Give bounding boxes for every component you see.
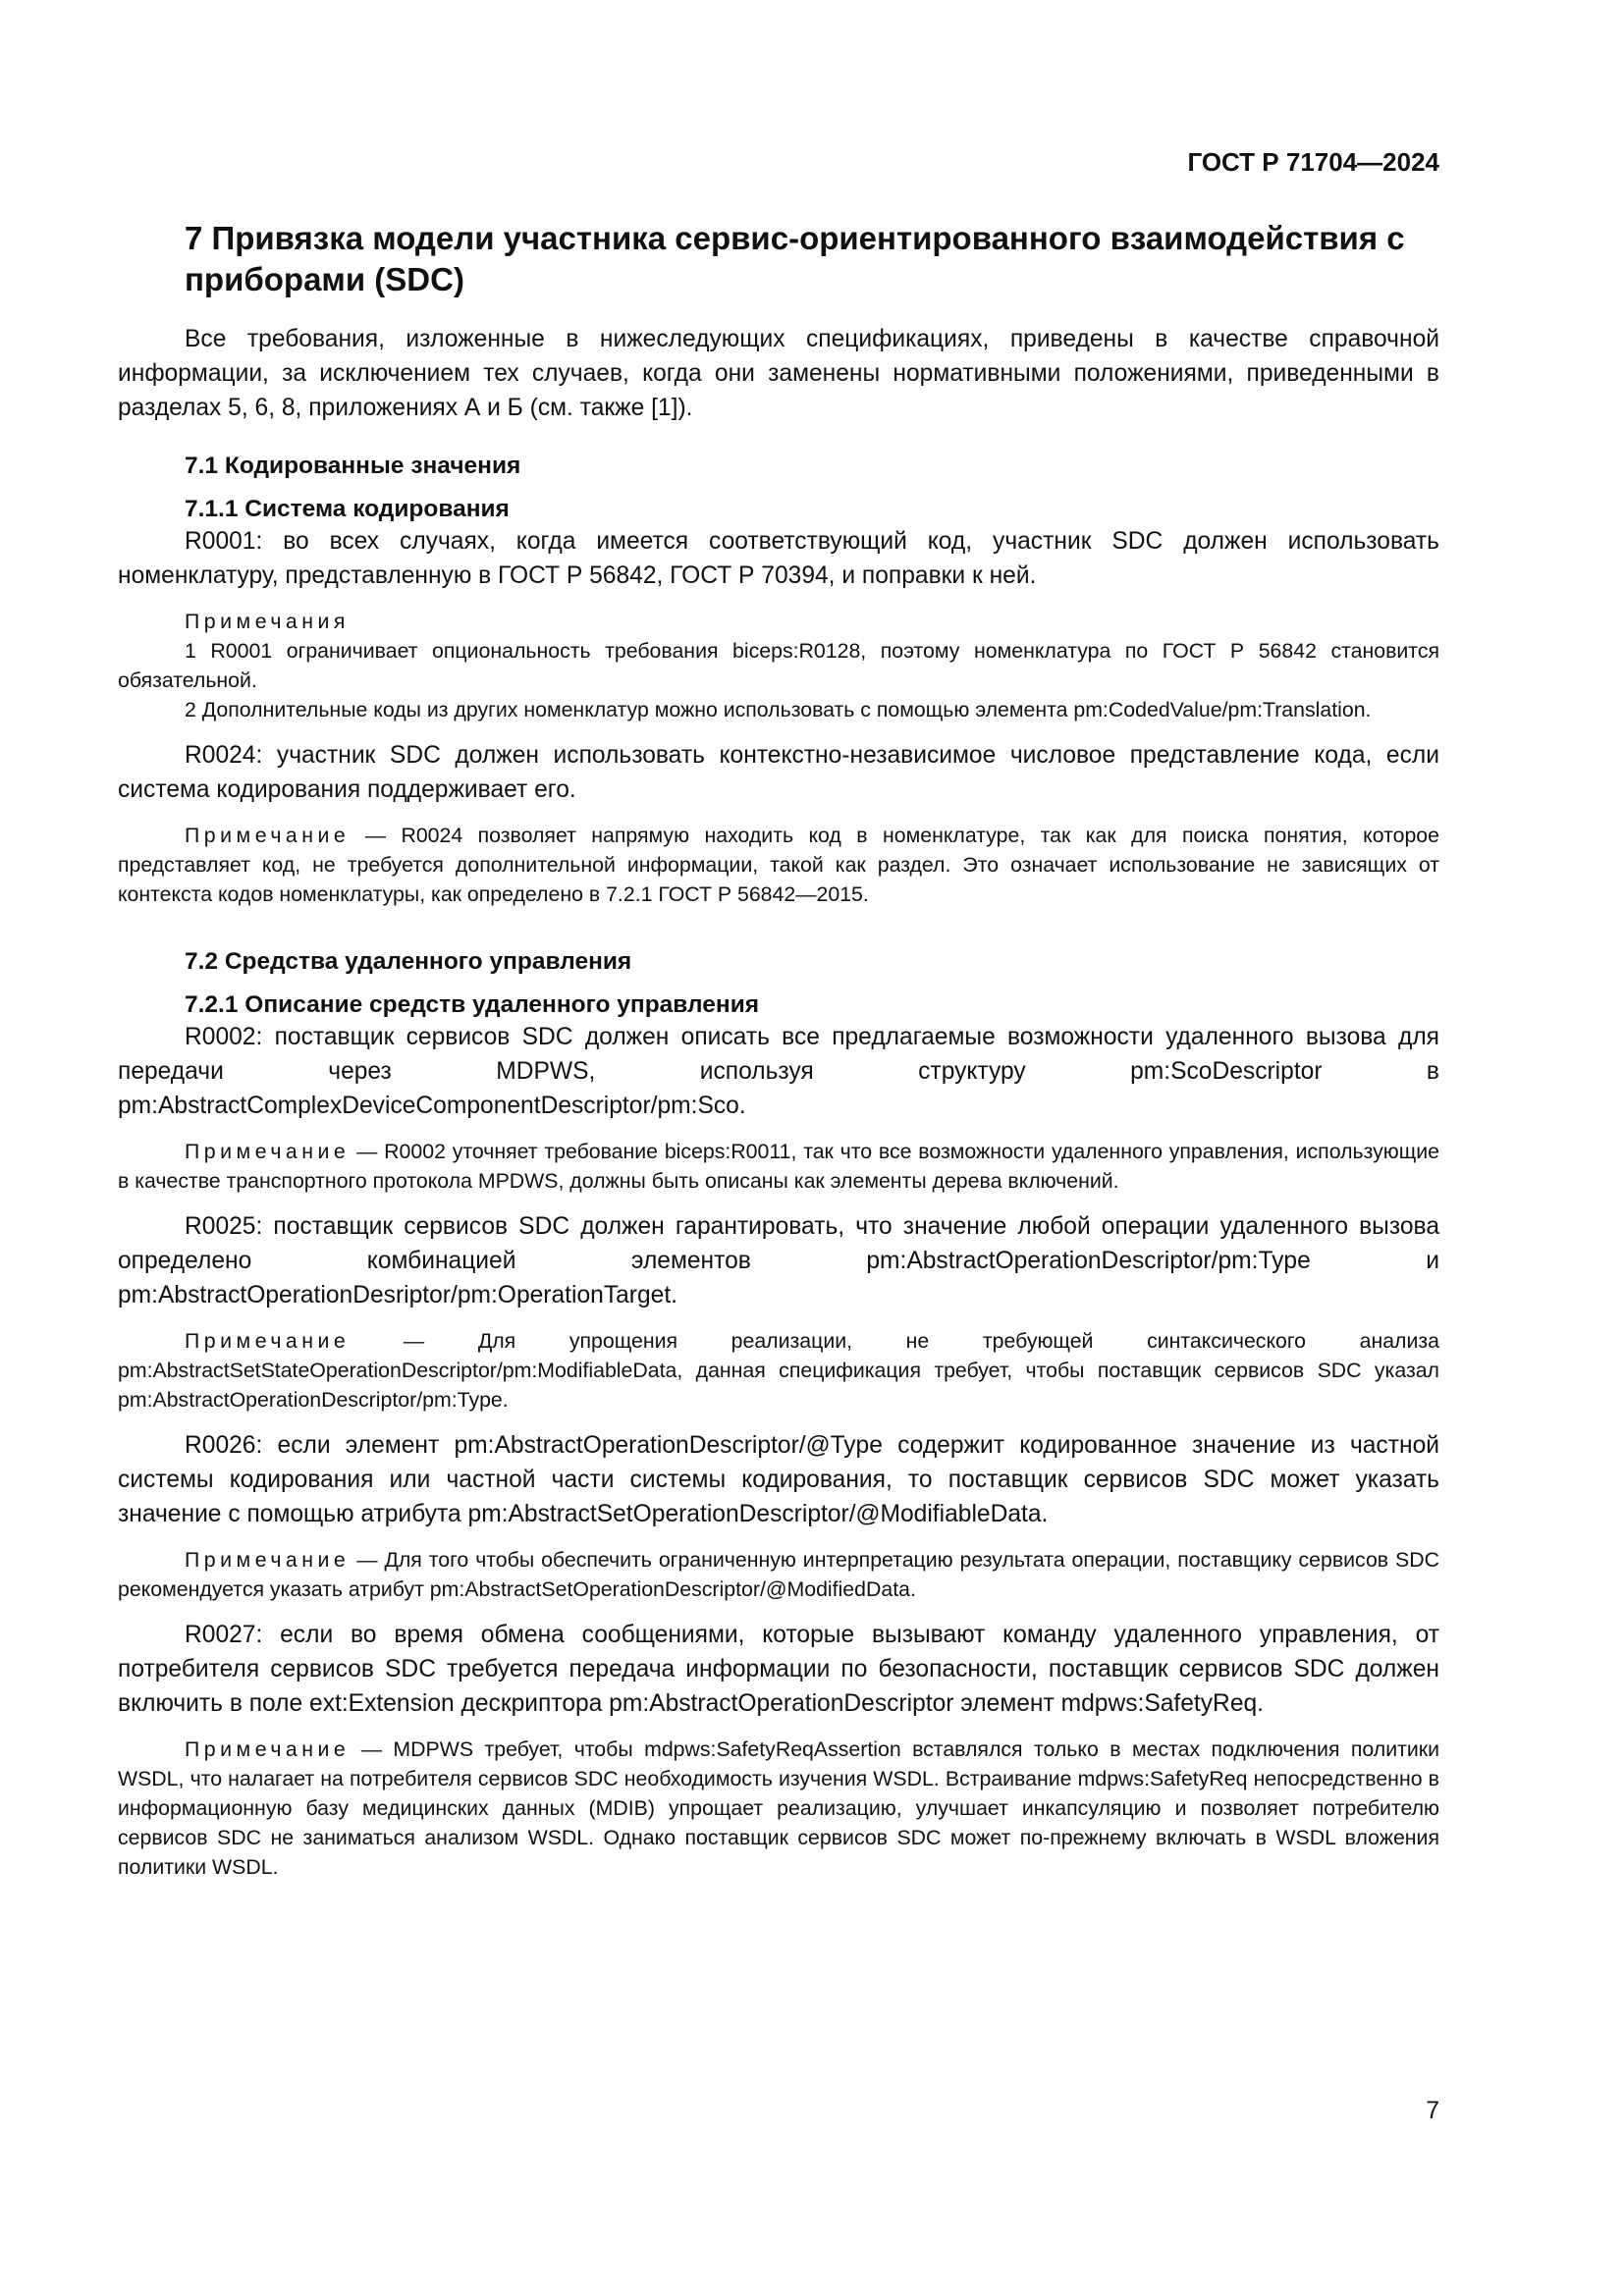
requirement-r0025: R0025: поставщик сервисов SDC должен гарантировать, что значение любой операции удаленного вызова определено комбинацией элементов pm:AbstractOperationDescriptor/pm:Type и pm:AbstractOperationDesriptor/pm:OperationTarget. (118, 1213, 1439, 1308)
requirement-r0026: R0026: если элемент pm:AbstractOperationDescriptor/@Type содержит кодированное значение из частной системы кодирования или частной части системы кодирования, то поставщик сервисов SDC может указать значение с помощью атрибута pm:AbstractSetOperationDescriptor/@ModifiableData. (118, 1432, 1439, 1527)
section-7-2-title: 7.2 Средства удаленного управления (185, 948, 632, 975)
note-r0027: Примечание — MDPWS требует, чтобы mdpws:SafetyReqAssertion вставлялся только в местах подключения политики WSDL, что налагает на потребителя сервисов SDC необходимость изучения WSDL. Встраивание mdpws:SafetyReq непосредственно в информационную базу медицинских данных (MDIB) упрощает реализацию, улучшает инкапсуляцию и позволяет потребителю сервисов SDC не заниматься анализом WSDL. Однако поставщик сервисов SDC может по-прежнему включать в WSDL вложения политики WSDL. (118, 1737, 1439, 1879)
requirement-r0024: R0024: участник SDC должен использовать контекстно-независимое числовое представление кода, если система кодирования поддерживает его. (118, 742, 1439, 803)
section-7-title: 7 Привязка модели участника сервис-ориентированного взаимодействия с приборами (SDC) (185, 220, 1405, 297)
note-r0002: Примечание — R0002 уточняет требование biceps:R0011, так что все возможности удаленного управления, использующие в качестве транспортного протокола MPDWS, должны быть описаны как элементы дерева включений. (118, 1140, 1439, 1193)
section-7-1-title: 7.1 Кодированные значения (185, 453, 521, 479)
note-1: 1 R0001 ограничивает опциональность требования biceps:R0128, поэтому номенклатура по ГОСТ Р 56842 становится обязательной. (118, 639, 1439, 692)
page-content (118, 218, 1439, 1882)
section-7-1-1-title: 7.1.1 Система кодирования (185, 496, 510, 522)
requirement-r0001: R0001: во всех случаях, когда имеется соответствующий код, участник SDC должен использовать номенклатуру, представленную в ГОСТ Р 56842, ГОСТ Р 70394, и поправки к ней. (118, 528, 1439, 589)
note-r0026: Примечание — Для того чтобы обеспечить ограниченную интерпретацию результата операции, поставщику сервисов SDC рекомендуется указать атрибут pm:AbstractSetOperationDescriptor/@ModifiedData. (118, 1548, 1439, 1601)
section-7-2-1-title: 7.2.1 Описание средств удаленного управления (185, 991, 760, 1018)
note-r0025: Примечание — Для упрощения реализации, не требующей синтаксического анализа pm:AbstractSetStateOperationDescriptor/pm:ModifiableData, данная спецификация требует, чтобы поставщик сервисов SDC указал pm:AbstractOperationDescriptor/pm:Type. (118, 1329, 1439, 1412)
section-7-intro: Все требования, изложенные в нижеследующих спецификациях, приведены в качестве справочной информации, за исключением тех случаев, когда они заменены нормативными положениями, приведенными в разделах 5, 6, 8, приложениях А и Б (см. также [1]). (118, 326, 1439, 421)
page-number: 7 (1426, 2098, 1439, 2124)
document-code: ГОСТ Р 71704—2024 (1187, 147, 1439, 177)
notes-label: Примечания (185, 610, 350, 633)
requirement-r0027: R0027: если во время обмена сообщениями, которые вызывают команду удаленного управления, от потребителя сервисов SDC требуется передача информации по безопасности, поставщик сервисов SDC должен включить в поле ext:Extension дескриптора pm:AbstractOperationDescriptor элемент mdpws:SafetyReq. (118, 1622, 1439, 1717)
requirement-r0002: R0002: поставщик сервисов SDC должен описать все предлагаемые возможности удаленного вызова для передачи через MDPWS, используя структуру pm:ScoDescriptor в pm:AbstractComplexDeviceComponentDescriptor/pm:Sco. (118, 1024, 1439, 1119)
note-r0024: Примечание — R0024 позволяет напрямую находить код в номенклатуре, так как для поиска понятия, которое представляет код, не требуется дополнительной информации, такой как раздел. Это означает использование не зависящих от контекста кодов номенклатуры, как определено в 7.2.1 ГОСТ Р 56842—2015. (118, 824, 1439, 906)
note-2: 2 Дополнительные коды из других номенклатур можно использовать с помощью элемента pm:CodedValue/pm:Translation. (185, 698, 1372, 721)
